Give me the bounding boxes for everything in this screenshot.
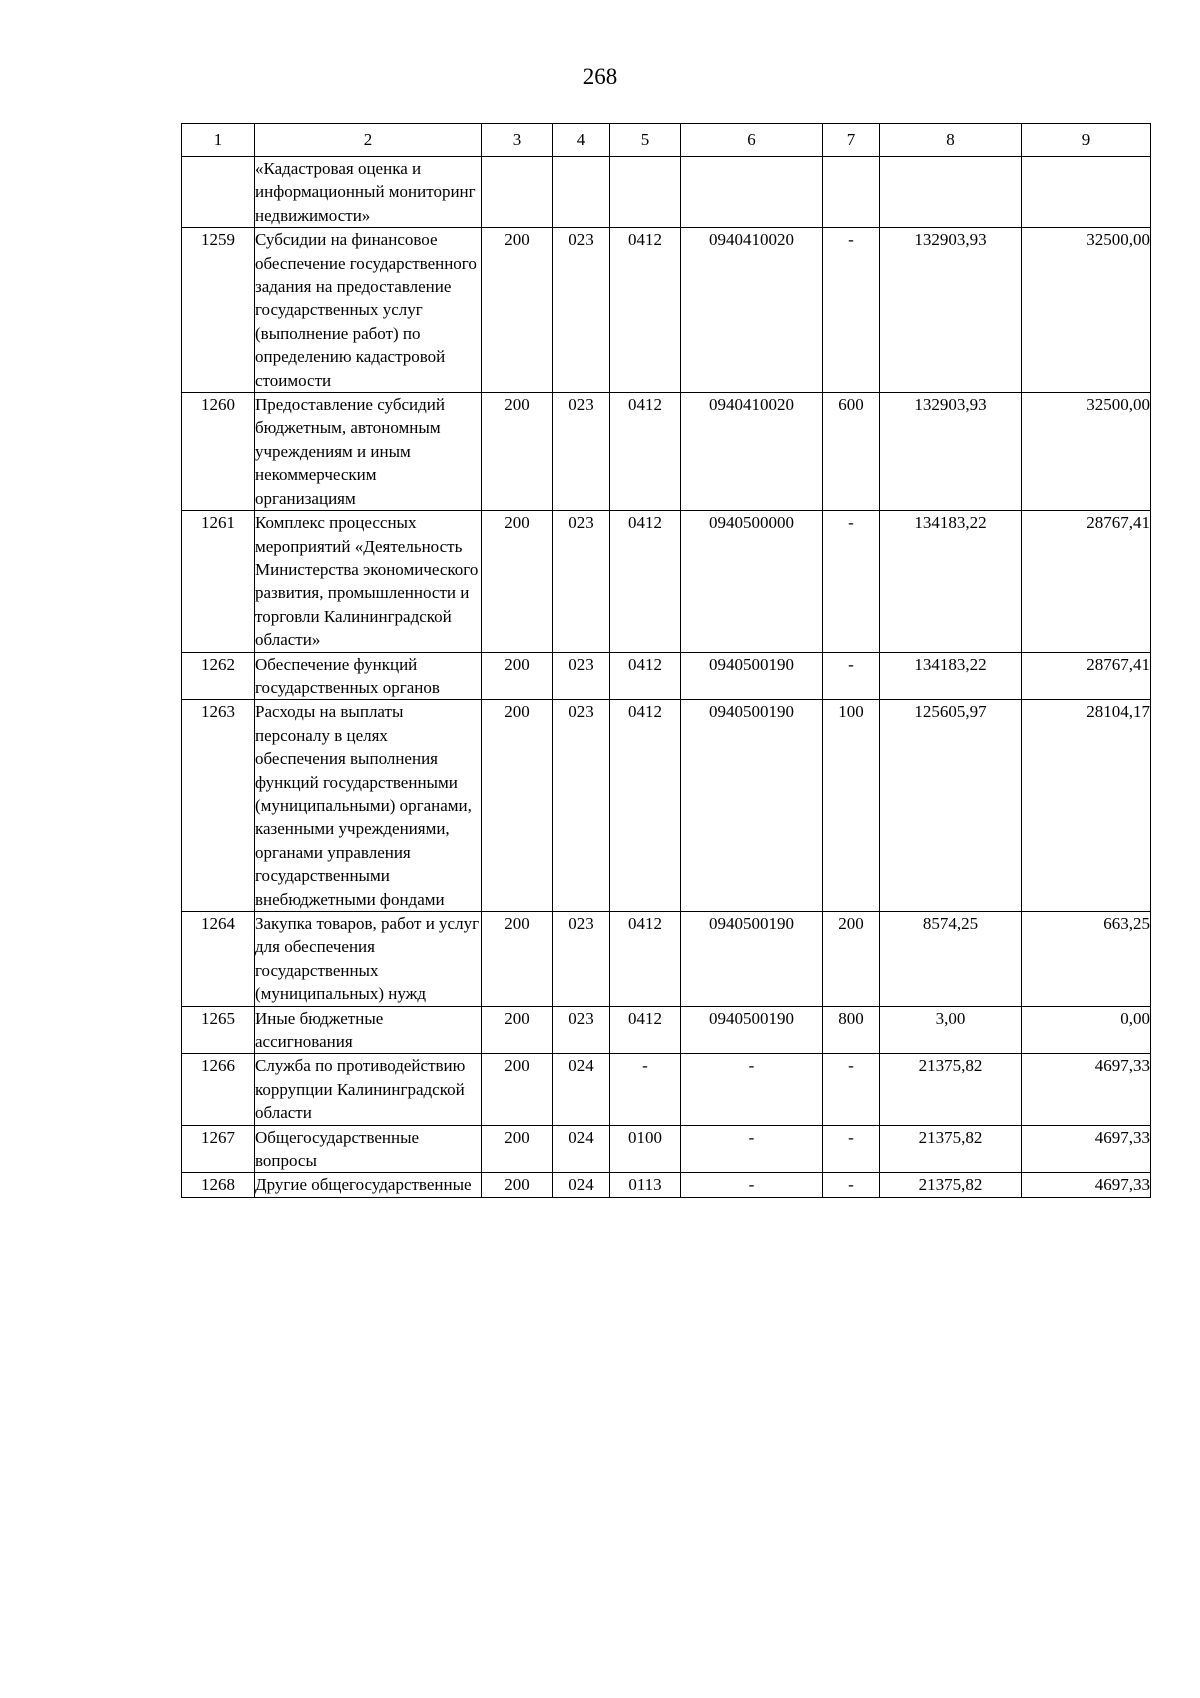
table-cell-col-2: Комплекс процессных мероприятий «Деятельность Министерства экономического развития, промышленности и торговли Калининградской области» bbox=[255, 511, 482, 652]
table-cell-col-1: 1265 bbox=[182, 1006, 255, 1054]
table-cell-col-3: 200 bbox=[482, 652, 553, 700]
table-cell-col-1: 1263 bbox=[182, 700, 255, 912]
table-cell-col-8: 132903,93 bbox=[880, 228, 1022, 393]
column-header-9: 9 bbox=[1022, 124, 1151, 157]
table-row bbox=[182, 700, 1151, 912]
table-cell-col-7: 200 bbox=[823, 912, 880, 1007]
table-header bbox=[182, 124, 1151, 157]
table-cell-col-6: 0940410020 bbox=[681, 393, 823, 511]
column-header-7: 7 bbox=[823, 124, 880, 157]
table-cell-col-1: 1259 bbox=[182, 228, 255, 393]
table-cell-col-6: 0940500190 bbox=[681, 652, 823, 700]
table-cell-col-2: Иные бюджетные ассигнования bbox=[255, 1006, 482, 1054]
table-cell-col-2: Обеспечение функций государственных органов bbox=[255, 652, 482, 700]
table-cell-col-5: 0412 bbox=[610, 700, 681, 912]
table-cell-col-1: 1262 bbox=[182, 652, 255, 700]
table-cell-col-5: 0100 bbox=[610, 1125, 681, 1173]
table-cell-col-9: 32500,00 bbox=[1022, 228, 1151, 393]
column-header-6: 6 bbox=[681, 124, 823, 157]
table-cell-col-9: 0,00 bbox=[1022, 1006, 1151, 1054]
table-cell-col-9: 32500,00 bbox=[1022, 393, 1151, 511]
table-cell-col-2: Закупка товаров, работ и услуг для обеспечения государственных (муниципальных) нужд bbox=[255, 912, 482, 1007]
column-header-4: 4 bbox=[553, 124, 610, 157]
table-cell-col-7: - bbox=[823, 1173, 880, 1197]
header-row bbox=[182, 124, 1151, 157]
table-cell-col-7: - bbox=[823, 1125, 880, 1173]
table-cell-col-7 bbox=[823, 157, 880, 228]
table-cell-col-4: 024 bbox=[553, 1173, 610, 1197]
table-cell-col-1: 1267 bbox=[182, 1125, 255, 1173]
table-cell-col-8: 125605,97 bbox=[880, 700, 1022, 912]
table-cell-col-4: 024 bbox=[553, 1054, 610, 1125]
table-cell-col-3: 200 bbox=[482, 1125, 553, 1173]
table-cell-col-9: 28767,41 bbox=[1022, 511, 1151, 652]
table-cell-col-8: 21375,82 bbox=[880, 1173, 1022, 1197]
table-cell-col-2: Субсидии на финансовое обеспечение государственного задания на предоставление государственных услуг (выполнение работ) по определению кадастровой стоимости bbox=[255, 228, 482, 393]
table-cell-col-1: 1264 bbox=[182, 912, 255, 1007]
table-cell-col-4: 023 bbox=[553, 511, 610, 652]
table-cell-col-5: 0113 bbox=[610, 1173, 681, 1197]
table-cell-col-2: Другие общегосударственные bbox=[255, 1173, 482, 1197]
table-cell-col-6: 0940500000 bbox=[681, 511, 823, 652]
table-cell-col-4: 023 bbox=[553, 1006, 610, 1054]
table-cell-col-9: 4697,33 bbox=[1022, 1054, 1151, 1125]
column-header-5: 5 bbox=[610, 124, 681, 157]
table-cell-col-6: - bbox=[681, 1125, 823, 1173]
table-cell-col-1: 1261 bbox=[182, 511, 255, 652]
table-cell-col-9: 28104,17 bbox=[1022, 700, 1151, 912]
table-row bbox=[182, 1173, 1151, 1197]
budget-table bbox=[181, 123, 1151, 1198]
table-cell-col-6: 0940500190 bbox=[681, 912, 823, 1007]
table-cell-col-2: Служба по противодействию коррупции Калининградской области bbox=[255, 1054, 482, 1125]
table-cell-col-5 bbox=[610, 157, 681, 228]
column-header-3: 3 bbox=[482, 124, 553, 157]
table-cell-col-3: 200 bbox=[482, 1173, 553, 1197]
table-row bbox=[182, 912, 1151, 1007]
table-cell-col-4: 023 bbox=[553, 912, 610, 1007]
table-cell-col-7: - bbox=[823, 511, 880, 652]
table-cell-col-2: Общегосударственные вопросы bbox=[255, 1125, 482, 1173]
table-cell-col-3: 200 bbox=[482, 393, 553, 511]
table-cell-col-2: Расходы на выплаты персоналу в целях обеспечения выполнения функций государственными (муниципальными) органами, казенными учреждениями, органами управления государственными внебюджетными фондами bbox=[255, 700, 482, 912]
table-cell-col-3 bbox=[482, 157, 553, 228]
table-row bbox=[182, 393, 1151, 511]
table-cell-col-3: 200 bbox=[482, 1054, 553, 1125]
table-cell-col-8: 21375,82 bbox=[880, 1125, 1022, 1173]
table-cell-col-7: - bbox=[823, 1054, 880, 1125]
table-cell-col-7: - bbox=[823, 228, 880, 393]
column-header-8: 8 bbox=[880, 124, 1022, 157]
table-cell-col-9 bbox=[1022, 157, 1151, 228]
table-cell-col-4: 023 bbox=[553, 652, 610, 700]
table-cell-col-3: 200 bbox=[482, 228, 553, 393]
table-cell-col-2: «Кадастровая оценка и информационный мониторинг недвижимости» bbox=[255, 157, 482, 228]
column-header-2: 2 bbox=[255, 124, 482, 157]
table-cell-col-8 bbox=[880, 157, 1022, 228]
table-cell-col-8: 132903,93 bbox=[880, 393, 1022, 511]
table-cell-col-3: 200 bbox=[482, 511, 553, 652]
table-row bbox=[182, 511, 1151, 652]
table-cell-col-8: 3,00 bbox=[880, 1006, 1022, 1054]
table-cell-col-5: 0412 bbox=[610, 912, 681, 1007]
table-cell-col-4: 023 bbox=[553, 700, 610, 912]
table-cell-col-1: 1266 bbox=[182, 1054, 255, 1125]
table-cell-col-1: 1260 bbox=[182, 393, 255, 511]
table-cell-col-4: 024 bbox=[553, 1125, 610, 1173]
table-cell-col-7: 100 bbox=[823, 700, 880, 912]
table-cell-col-9: 663,25 bbox=[1022, 912, 1151, 1007]
table-cell-col-3: 200 bbox=[482, 912, 553, 1007]
table-cell-col-6: - bbox=[681, 1054, 823, 1125]
table-body bbox=[182, 157, 1151, 1198]
table-cell-col-8: 21375,82 bbox=[880, 1054, 1022, 1125]
table-cell-col-8: 134183,22 bbox=[880, 652, 1022, 700]
table-cell-col-5: 0412 bbox=[610, 511, 681, 652]
table-cell-col-4: 023 bbox=[553, 228, 610, 393]
table-cell-col-6 bbox=[681, 157, 823, 228]
table-row bbox=[182, 1006, 1151, 1054]
table-cell-col-4 bbox=[553, 157, 610, 228]
table-cell-col-9: 4697,33 bbox=[1022, 1125, 1151, 1173]
table-cell-col-5: 0412 bbox=[610, 1006, 681, 1054]
table-cell-col-8: 134183,22 bbox=[880, 511, 1022, 652]
table-cell-col-3: 200 bbox=[482, 1006, 553, 1054]
table-row bbox=[182, 1125, 1151, 1173]
table-cell-col-5: - bbox=[610, 1054, 681, 1125]
table-cell-col-5: 0412 bbox=[610, 228, 681, 393]
table-cell-col-6: 0940410020 bbox=[681, 228, 823, 393]
table-cell-col-1: 1268 bbox=[182, 1173, 255, 1197]
table-cell-col-6: 0940500190 bbox=[681, 700, 823, 912]
table-cell-col-9: 28767,41 bbox=[1022, 652, 1151, 700]
table-cell-col-6: - bbox=[681, 1173, 823, 1197]
table-cell-col-4: 023 bbox=[553, 393, 610, 511]
table-row bbox=[182, 228, 1151, 393]
table-cell-col-3: 200 bbox=[482, 700, 553, 912]
table-cell-col-5: 0412 bbox=[610, 393, 681, 511]
table-row bbox=[182, 1054, 1151, 1125]
table-cell-col-7: 800 bbox=[823, 1006, 880, 1054]
table-cell-col-6: 0940500190 bbox=[681, 1006, 823, 1054]
table-cell-col-7: - bbox=[823, 652, 880, 700]
table-row bbox=[182, 652, 1151, 700]
table-cell-col-8: 8574,25 bbox=[880, 912, 1022, 1007]
column-header-1: 1 bbox=[182, 124, 255, 157]
table-cell-col-7: 600 bbox=[823, 393, 880, 511]
table-cell-col-2: Предоставление субсидий бюджетным, автономным учреждениям и иным некоммерческим организациям bbox=[255, 393, 482, 511]
page-number: 268 bbox=[582, 64, 618, 89]
table-row bbox=[182, 157, 1151, 228]
table-cell-col-5: 0412 bbox=[610, 652, 681, 700]
table-cell-col-9: 4697,33 bbox=[1022, 1173, 1151, 1197]
table-cell-col-1 bbox=[182, 157, 255, 228]
